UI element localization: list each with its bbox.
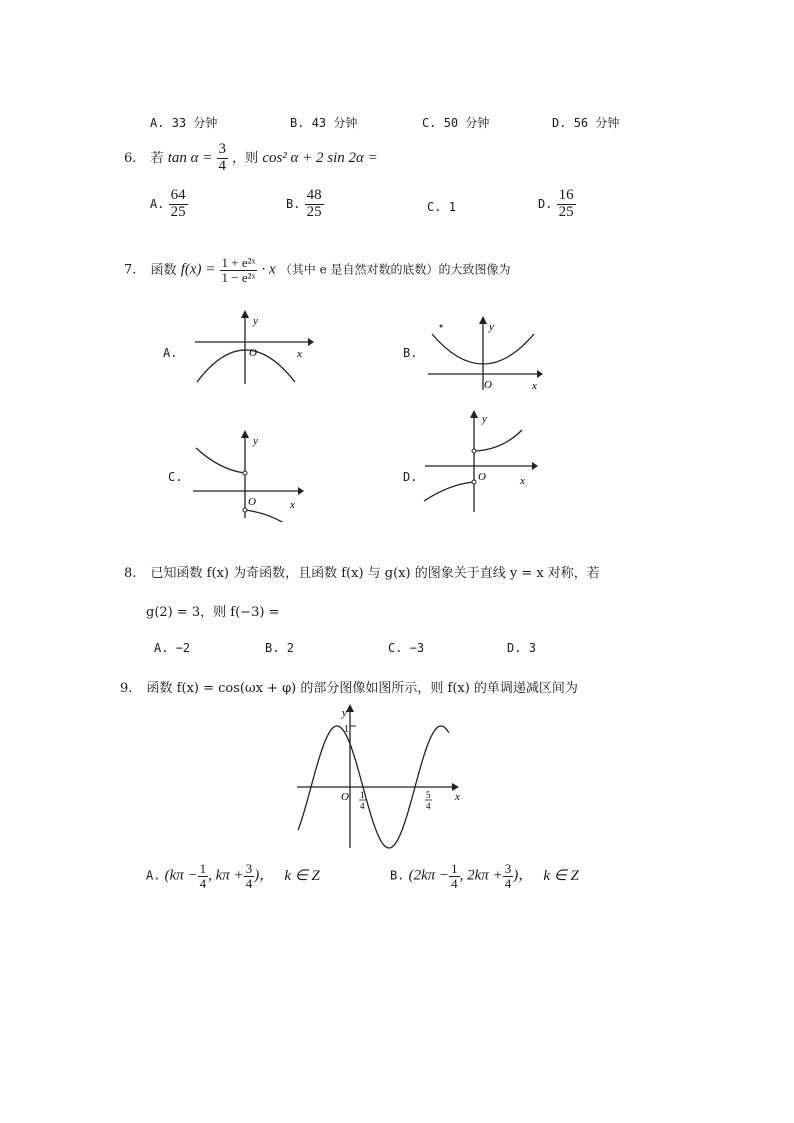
question-number: 6. (124, 150, 137, 166)
x-arrow-icon (532, 462, 538, 470)
svg-text:O: O (484, 379, 492, 391)
q9-option-a: A. (kπ − $\frac{1}{4}$ , kπ + $\frac{3}{4}$ )， k ∈ Z (146, 861, 320, 891)
q7-graph-d-label: D. (403, 470, 418, 484)
svg-text:y: y (489, 321, 494, 333)
y-arrow-icon (241, 310, 249, 318)
q8-option-b: B. 2 (265, 641, 294, 655)
svg-text:y: y (482, 413, 487, 425)
q7-graph-c (190, 428, 310, 522)
q9-option-b: B. (2kπ − $\frac{1}{4}$ , 2kπ + $\frac{3}{4}$ )， k ∈ Z (390, 861, 579, 891)
curve (197, 350, 295, 382)
y-arrow-icon (470, 410, 478, 418)
curve-left (196, 448, 245, 473)
fraction: $\frac{\text{1 + e²ˣ}}{\text{1 − e²ˣ}}$ (221, 255, 256, 285)
svg-text:O: O (248, 496, 256, 508)
svg-text:x: x (520, 475, 525, 487)
question-number: 9. (120, 681, 133, 696)
q7-graph-b-label: B. (403, 346, 418, 360)
question-number: 7. (124, 262, 137, 278)
y-arrow-icon (479, 316, 487, 324)
q8-option-c: C. −3 (388, 641, 425, 655)
y-arrow-icon (241, 430, 249, 438)
q8-stem-line2: g(2) = 3，则 f(−3) = (146, 605, 280, 620)
svg-text:y: y (342, 707, 347, 719)
q7-graph-a (190, 310, 315, 390)
q6-option-b: B. $\frac{48}{25}$ (286, 187, 322, 220)
x-arrow-icon (452, 783, 459, 791)
y-arrow-icon (346, 704, 354, 712)
q8-option-d: D. 3 (507, 641, 536, 655)
question-number: 8. (124, 566, 137, 581)
svg-text:5: 5 (426, 790, 431, 800)
svg-text:1: 1 (344, 724, 349, 735)
q6-option-c: C. 1 (427, 200, 456, 214)
x-arrow-icon (308, 338, 314, 346)
svg-text:x: x (290, 499, 295, 511)
svg-text:x: x (455, 791, 460, 803)
q6-option-d: D. $\frac{16}{25}$ (538, 187, 574, 220)
q9-stem: 9. 函数 f(x) = cos(ωx + φ) 的部分图像如图所示，则 f(x) 的单调递减区间为 (120, 681, 578, 696)
q6-option-a: A. $\frac{64}{25}$ (150, 187, 186, 220)
svg-text:x: x (532, 380, 537, 392)
x-arrow-icon (537, 370, 543, 378)
q5-option-b: B. 43 分钟 (290, 116, 358, 130)
q8-stem-line1: 8. 已知函数 f(x) 为奇函数，且函数 f(x) 与 g(x) 的图象关于直线 y = x 对称，若 (124, 566, 600, 581)
curve-left (424, 482, 474, 501)
q5-option-c: C. 50 分钟 (422, 116, 490, 130)
q7-graph-d (422, 408, 544, 514)
x-arrow-icon (298, 487, 304, 495)
svg-text:O: O (249, 347, 257, 359)
fraction: $\frac{3}{4}$ (218, 141, 227, 174)
q8-option-a: A. −2 (154, 641, 191, 655)
svg-text:y: y (253, 315, 258, 327)
curve-right (474, 430, 522, 451)
svg-text:x: x (297, 348, 302, 360)
q6-stem: 6. 若 tan α = $\frac{3}{4}$ ，则 cos² α + 2 sin 2α = (124, 141, 378, 174)
q5-option-d: D. 56 分钟 (552, 116, 620, 130)
q5-option-a: A. 33 分钟 (150, 116, 218, 130)
svg-text:4: 4 (360, 801, 365, 811)
q9-graph (292, 702, 472, 852)
svg-text:1: 1 (360, 790, 365, 800)
svg-text:O: O (341, 791, 349, 803)
svg-text:O: O (478, 471, 486, 483)
q7-graph-c-label: C. (168, 470, 183, 484)
svg-text:4: 4 (426, 801, 431, 811)
q7-graph-a-label: A. (163, 346, 178, 360)
svg-text:y: y (253, 435, 258, 447)
curve-right (245, 510, 292, 522)
q7-stem: 7. 函数 f(x) = $\frac{\text{1 + e²ˣ}}{\text{1 − e²ˣ}}$ · x （其中 e 是自然对数的底数）的大致图像为 (124, 255, 511, 285)
q7-graph-b (425, 316, 545, 394)
